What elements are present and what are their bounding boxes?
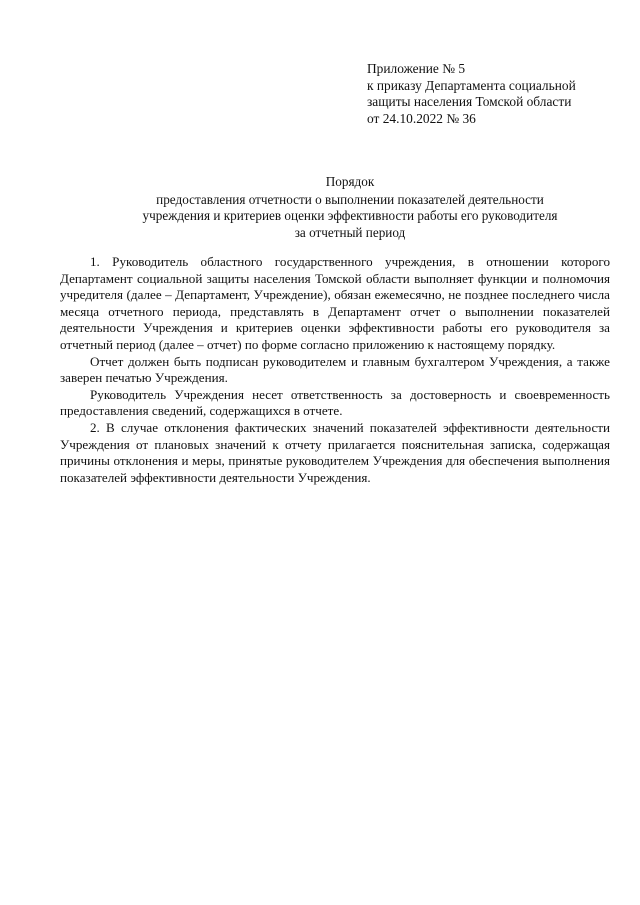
title-main: Порядок: [325, 174, 375, 189]
appendix-order-ref: к приказу Департамента социальной: [367, 77, 576, 93]
paragraph-1: 1. Руководитель областного государственного учреждения, в отношении которого Департамент социальной защиты населения Томской области выполняет функции и полномочия учредителя (далее – Департамент, Учреждение), обязан ежемесячно, не позднее последнего числа месяца отчетного периода, представлять в Департамент отчет о выполнении показателей деятельности Учреждения и критериев оценки эффективности работы его руководителя за отчетный период (далее – отчет) по форме согласно приложению к настоящему порядку.: [60, 254, 610, 352]
title-line-3: за отчетный период: [294, 224, 406, 240]
document-body: [60, 254, 610, 486]
appendix-date: от 24.10.2022 № 36: [367, 110, 476, 126]
paragraph-4: 2. В случае отклонения фактических значений показателей эффективности деятельности Учреждения от плановых значений к отчету прилагается пояснительная записка, содержащая причины отклонения и меры, принятые руководителем Учреждения для обеспечения выполнения показателей эффективности деятельности Учреждения.: [60, 419, 610, 485]
appendix-header: [367, 61, 617, 127]
appendix-number: Приложение № 5: [367, 61, 466, 76]
title-line-1: предоставления отчетности о выполнении показателей деятельности: [156, 191, 544, 207]
title-line-2: учреждения и критериев оценки эффективности работы его руководителя: [142, 208, 558, 223]
paragraph-2: Отчет должен быть подписан руководителем и главным бухгалтером Учреждения, а также заверен печатью Учреждения.: [60, 353, 610, 386]
appendix-department: защиты населения Томской области: [367, 94, 572, 109]
paragraph-3: Руководитель Учреждения несет ответственность за достоверность и своевременность предоставления сведений, содержащихся в отчете.: [60, 386, 610, 419]
document-title: [60, 174, 640, 241]
